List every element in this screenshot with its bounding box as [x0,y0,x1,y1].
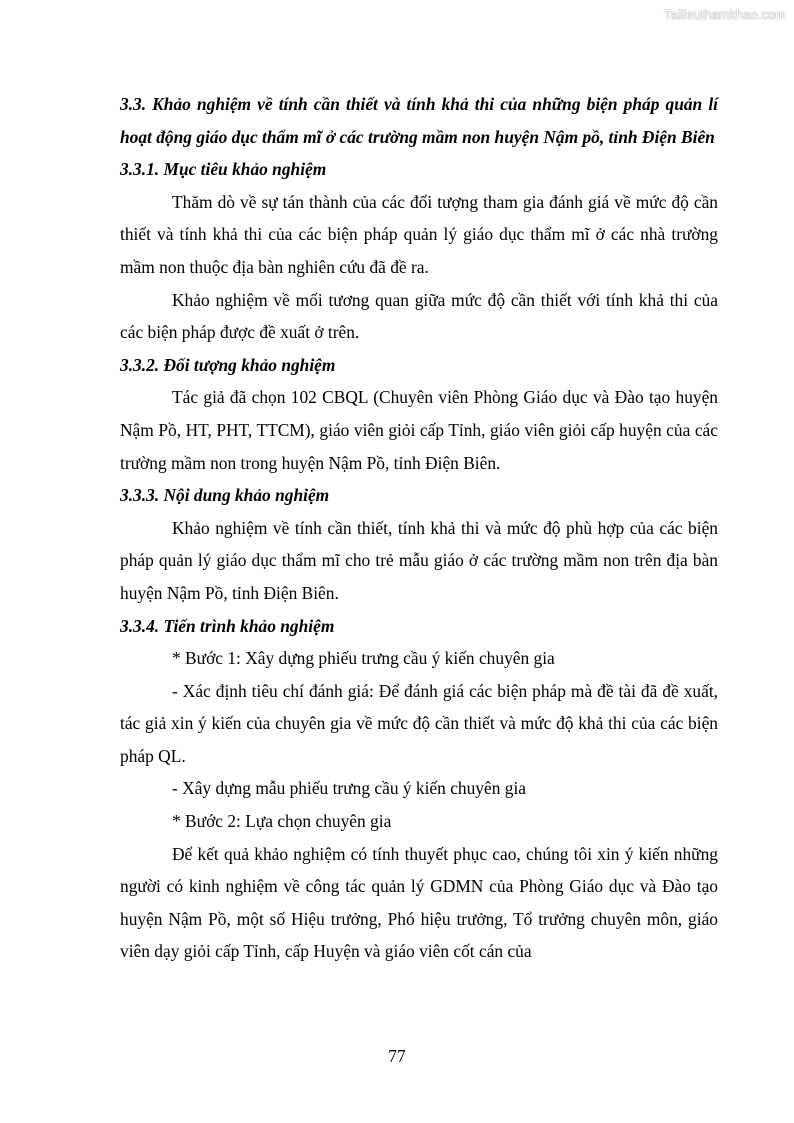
section-heading-3-3: 3.3. Khảo nghiệm về tính cần thiết và tính khả thi của những biện pháp quản lí hoạt động giáo dục thẩm mĩ ở các trường mầm non huyện Nậm pồ, tỉnh Điện Biên [120,94,718,147]
subsection-title-3-3-3: 3.3.3. Nội dung khảo nghiệm [120,485,330,506]
step-line: * Bước 1: Xây dựng phiếu trưng cầu ý kiến chuyên gia [172,648,555,669]
paragraph: Thăm dò về sự tán thành của các đối tượng tham gia đánh giá về mức độ cần thiết và tính khả thi của các biện pháp quản lý giáo dục thẩm mĩ ở các nhà trường mầm non thuộc địa bàn nghiên cứu đã đề ra. [120,191,718,277]
document-body [120,88,718,968]
subsection-title-3-3-2: 3.3.2. Đối tượng khảo nghiệm [120,354,336,375]
paragraph: - Xác định tiêu chí đánh giá: Để đánh giá các biện pháp mà đề tài đã đề xuất, tác giả xin ý kiến của chuyên gia về mức độ cần thiết và mức độ khả thi của các biện pháp QL. [120,680,718,766]
page-number: 77 [388,1046,406,1066]
paragraph: Khảo nghiệm về mối tương quan giữa mức độ cần thiết với tính khả thi của các biện pháp được đề xuất ở trên. [120,289,718,343]
subsection-title-3-3-1: 3.3.1. Mục tiêu khảo nghiệm [120,159,327,180]
paragraph: Để kết quả khảo nghiệm có tính thuyết phục cao, chúng tôi xin ý kiến những người có kinh nghiệm về công tác quản lý GDMN của Phòng Giáo dục và Đào tạo huyện Nậm Pồ, một số Hiệu trưởng, Phó hiệu trưởng, Tổ trưởng chuyên môn, giáo viên dạy giỏi cấp Tỉnh, cấp Huyện và giáo viên cốt cán của [120,843,718,962]
subsection-title-3-3-4: 3.3.4. Tiến trình khảo nghiệm [120,615,335,636]
step-line: - Xây dựng mẫu phiếu trưng cầu ý kiến chuyên gia [172,778,527,799]
paragraph: Tác giả đã chọn 102 CBQL (Chuyên viên Phòng Giáo dục và Đào tạo huyện Nậm Pồ, HT, PHT, TTCM), giáo viên giỏi cấp Tỉnh, giáo viên giỏi cấp huyện của các trường mầm non trong huyện Nậm Pồ, tỉnh Điện Biên. [120,387,718,473]
paragraph: Khảo nghiệm về tính cần thiết, tính khả thi và mức độ phù hợp của các biện pháp quản lý giáo dục thẩm mĩ cho trẻ mẫu giáo ở các trường mầm non trên địa bàn huyện Nậm Pồ, tỉnh Điện Biên. [120,517,718,603]
watermark: Tailieuthamkhao.com [663,7,786,22]
step-line: * Bước 2: Lựa chọn chuyên gia [172,811,392,832]
